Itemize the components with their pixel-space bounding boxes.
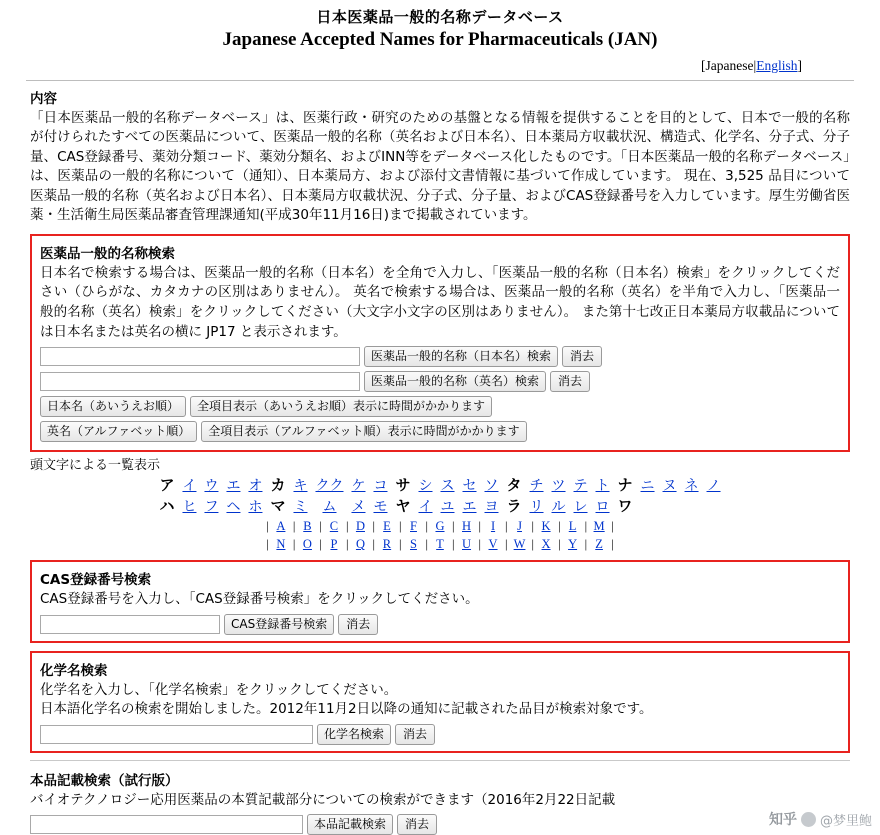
alpha-index-row-1: | A | B | C | D | E | F | G | H | I | J | K | L | M | [266,519,614,534]
alpha-divider: | [266,519,269,534]
alpha-link-o[interactable]: O [302,537,312,552]
lang-japanese-label: Japanese [705,57,754,73]
page-title-japanese: 日本医薬品一般的名称データベース [316,8,564,26]
kana-link-te[interactable]: テ [573,477,588,494]
watermark-logo: 知乎 [768,812,797,828]
kana-head-na[interactable]: ナ [617,476,633,495]
name-list-jp-row [40,396,840,417]
index-section [0,452,880,552]
alpha-link-m[interactable]: M [593,519,605,534]
kana-link-i[interactable]: イ [182,477,197,494]
avatar [801,812,816,827]
name-search-jp-row [40,346,840,367]
chem-search-heading: 化学名検索 [40,662,108,679]
alpha-link-q[interactable]: Q [355,537,365,552]
kana-link-fu[interactable]: フ [204,498,219,515]
index-title: 頭文字による一覧表示 [30,458,161,474]
alpha-link-f[interactable]: F [410,519,417,534]
kana-link-me[interactable]: メ [351,498,366,515]
alpha-link-g[interactable]: G [435,519,445,534]
cas-search-clear-button[interactable]: 消去 [338,614,378,635]
kana-link-ya-e[interactable]: エ [462,498,477,515]
kana-link-ku[interactable]: クク [315,477,344,494]
name-list-jp-button[interactable]: 日本名（あいうえお順） [40,396,186,417]
lang-bracket-open: [ [701,57,706,73]
chem-search-note: 日本語化学名の検索を開始しました。2012年11月2日以降の通知に記載された品目が検索対象です。 [40,701,653,718]
chem-search-button[interactable]: 化学名検索 [317,724,391,745]
kana-link-he[interactable]: ヘ [226,498,241,515]
kana-head-ka[interactable]: カ [270,476,286,495]
alpha-index-row-2: | N | O | P | Q | R | S | T | U | V | W | X | Y | Z | [266,537,614,552]
kana-link-hi[interactable]: ヒ [182,498,197,515]
name-search-jp-button[interactable]: 医薬品一般的名称（日本名）検索 [364,346,558,367]
kana-head-a[interactable]: ア [159,476,175,495]
alpha-link-u[interactable]: U [462,537,472,552]
kana-head-sa[interactable]: サ [395,476,411,495]
kana-link-so[interactable]: ソ [484,477,499,494]
kana-link-ne[interactable]: ネ [684,477,699,494]
kana-link-ho[interactable]: ホ [248,498,263,515]
name-list-jp-all-button[interactable]: 全項目表示（あいうえお順）表示に時間がかかります [190,396,492,417]
honpin-search-section [30,769,850,835]
content-heading: 内容 [30,90,57,107]
kana-link-e[interactable]: エ [226,477,241,494]
cas-search-input[interactable] [40,615,220,634]
kana-head-ha[interactable]: ハ [159,497,175,516]
honpin-search-description: バイオテクノロジー応用医薬品の本質記載部分についての検索ができます（2016年2月22日記載 [30,791,616,808]
name-search-section [30,234,850,452]
kana-link-nu[interactable]: ヌ [662,477,677,494]
alpha-link-w[interactable]: W [513,537,526,552]
name-search-en-input[interactable] [40,372,360,391]
alpha-link-a[interactable]: A [276,519,286,534]
kana-link-ki[interactable]: キ [293,477,308,494]
honpin-search-button[interactable]: 本品記載検索 [307,814,393,835]
honpin-search-input[interactable] [30,815,303,834]
kana-link-yu[interactable]: ユ [440,498,455,515]
alpha-link-b[interactable]: B [303,519,312,534]
kana-link-ke[interactable]: ケ [351,477,366,494]
cas-search-heading: CAS登録番号検索 [40,572,152,589]
cas-search-button[interactable]: CAS登録番号検索 [224,614,334,635]
cas-search-section [30,560,850,643]
kana-link-no[interactable]: ノ [706,477,721,494]
chem-search-row [40,724,840,745]
kana-link-ri[interactable]: リ [529,498,544,515]
name-search-heading: 医薬品一般的名称検索 [40,245,175,262]
alpha-link-p[interactable]: P [330,537,338,552]
kana-link-mi[interactable]: ミ [293,498,308,515]
alpha-link-r[interactable]: R [382,537,392,552]
kana-link-tsu[interactable]: ツ [551,477,566,494]
name-list-en-row [40,421,840,442]
kana-link-ya-i[interactable]: イ [418,498,433,515]
lang-bracket-close: ] [797,57,802,73]
kana-link-to[interactable]: ト [595,477,610,494]
kana-head-wa[interactable]: ワ [617,497,633,516]
language-switcher [0,52,880,74]
chem-search-section [30,651,850,753]
kana-head-ra[interactable]: ラ [506,497,522,516]
watermark [769,809,872,829]
alpha-link-c[interactable]: C [329,519,339,534]
alpha-link-l[interactable]: L [568,519,577,534]
alpha-link-y[interactable]: Y [568,537,578,552]
kana-link-ni[interactable]: ニ [640,477,655,494]
alpha-link-x[interactable]: X [541,537,551,552]
alpha-link-n[interactable]: N [276,537,286,552]
kana-link-ru[interactable]: ル [551,498,566,515]
page-title-english: Japanese Accepted Names for Pharmaceuticals (JAN) [222,28,658,50]
kana-link-o[interactable]: オ [248,477,263,494]
honpin-search-clear-button[interactable]: 消去 [397,814,437,835]
cas-search-description: CAS登録番号を入力し、「CAS登録番号検索」をクリックしてください。 [40,591,479,608]
kana-link-mo[interactable]: モ [373,498,388,515]
kana-link-re[interactable]: レ [573,498,588,515]
lang-separator: | [753,57,757,73]
name-list-en-all-button[interactable]: 全項目表示（アルファベット順）表示に時間がかかります [201,421,526,442]
cas-search-row [40,614,840,635]
alpha-link-e[interactable]: E [383,519,391,534]
alpha-link-v[interactable]: V [488,537,498,552]
kana-index-row-2 [155,495,724,516]
content-section [0,81,880,226]
name-search-jp-clear-button[interactable]: 消去 [562,346,602,367]
kana-link-su[interactable]: ス [440,477,455,494]
kana-link-yo[interactable]: ヨ [484,498,499,515]
kana-link-u[interactable]: ウ [204,477,219,494]
content-paragraph: 「日本医薬品一般的名称データベース」は、医薬行政・研究のための基盤となる情報を提供することを目的として、日本で一般的名称が付けられたすべての医薬品について、医薬品一般的名称（英名および日本名）、日本薬局方収載状況、構造式、化学名、分子式、分子量、CAS登録番号、薬効分類コード、薬効分類名、およびINN等をデータベース化したものです。「日本医薬品一般的名称データベース」は、医薬品の一般的名称について（通知）、日本薬局方、および添付文書情報に基づいて作成しています。 現在、3,525 品目について医薬品一般的名称（英名および日本名）、日本薬局方収載状況、分子式、分子量、およびCAS登録番号を入力しています。厚生労働省医薬・生活衛生局医薬品審査管理課通知(平成30年11月16日)まで掲載されています。 [30,109,850,224]
section-divider [30,760,850,761]
kana-link-se[interactable]: セ [462,477,477,494]
honpin-search-heading: 本品記載検索（試行版） [30,772,179,789]
page-header [0,0,880,52]
kana-head-ta[interactable]: タ [506,476,522,495]
name-search-jp-input[interactable] [40,347,360,366]
kana-link-mu[interactable]: ム [322,498,337,515]
alpha-link-t[interactable]: T [436,537,444,552]
alpha-link-i[interactable]: I [490,519,496,534]
kana-link-chi[interactable]: チ [529,477,544,494]
chem-search-clear-button[interactable]: 消去 [395,724,435,745]
kana-head-ya[interactable]: ヤ [395,497,411,516]
kana-index-table [155,474,724,516]
watermark-username: @梦里鲍 [819,813,872,829]
lang-english-link[interactable]: English [756,57,798,73]
chem-search-description: 化学名を入力し、「化学名検索」をクリックしてください。 [40,681,398,698]
name-list-en-button[interactable]: 英名（アルファベット順） [40,421,197,442]
alpha-link-d[interactable]: D [355,519,365,534]
kana-index-row-1 [155,474,724,495]
chem-search-input[interactable] [40,725,313,744]
alpha-link-j[interactable]: J [517,519,522,534]
name-search-en-clear-button[interactable]: 消去 [550,371,590,392]
name-search-en-row [40,371,840,392]
alpha-link-h[interactable]: H [462,519,472,534]
name-search-en-button[interactable]: 医薬品一般的名称（英名）検索 [364,371,546,392]
honpin-search-row [30,814,850,835]
kana-head-ma[interactable]: マ [270,497,286,516]
alpha-link-s[interactable]: S [410,537,417,552]
kana-link-shi[interactable]: シ [418,477,433,494]
alpha-link-z[interactable]: Z [595,537,603,552]
name-search-description: 日本名で検索する場合は、医薬品一般的名称（日本名）を全角で入力し、「医薬品一般的名称（日本名）検索」をクリックしてください（ひらがな、カタカナの区別はありません）。 英名で検索する場合は、医薬品一般的名称（英名）を半角で入力し、「医薬品一般的名称（英名）検索」をクリックしてください（大文字小文字の区別はありません）。 また第十七改正日本薬局方収載品については日本名または英名の横に JP17 と表示されます。 [40,264,840,340]
alpha-link-k[interactable]: K [541,519,551,534]
kana-link-ko[interactable]: コ [373,477,388,494]
kana-link-ro[interactable]: ロ [595,498,610,515]
